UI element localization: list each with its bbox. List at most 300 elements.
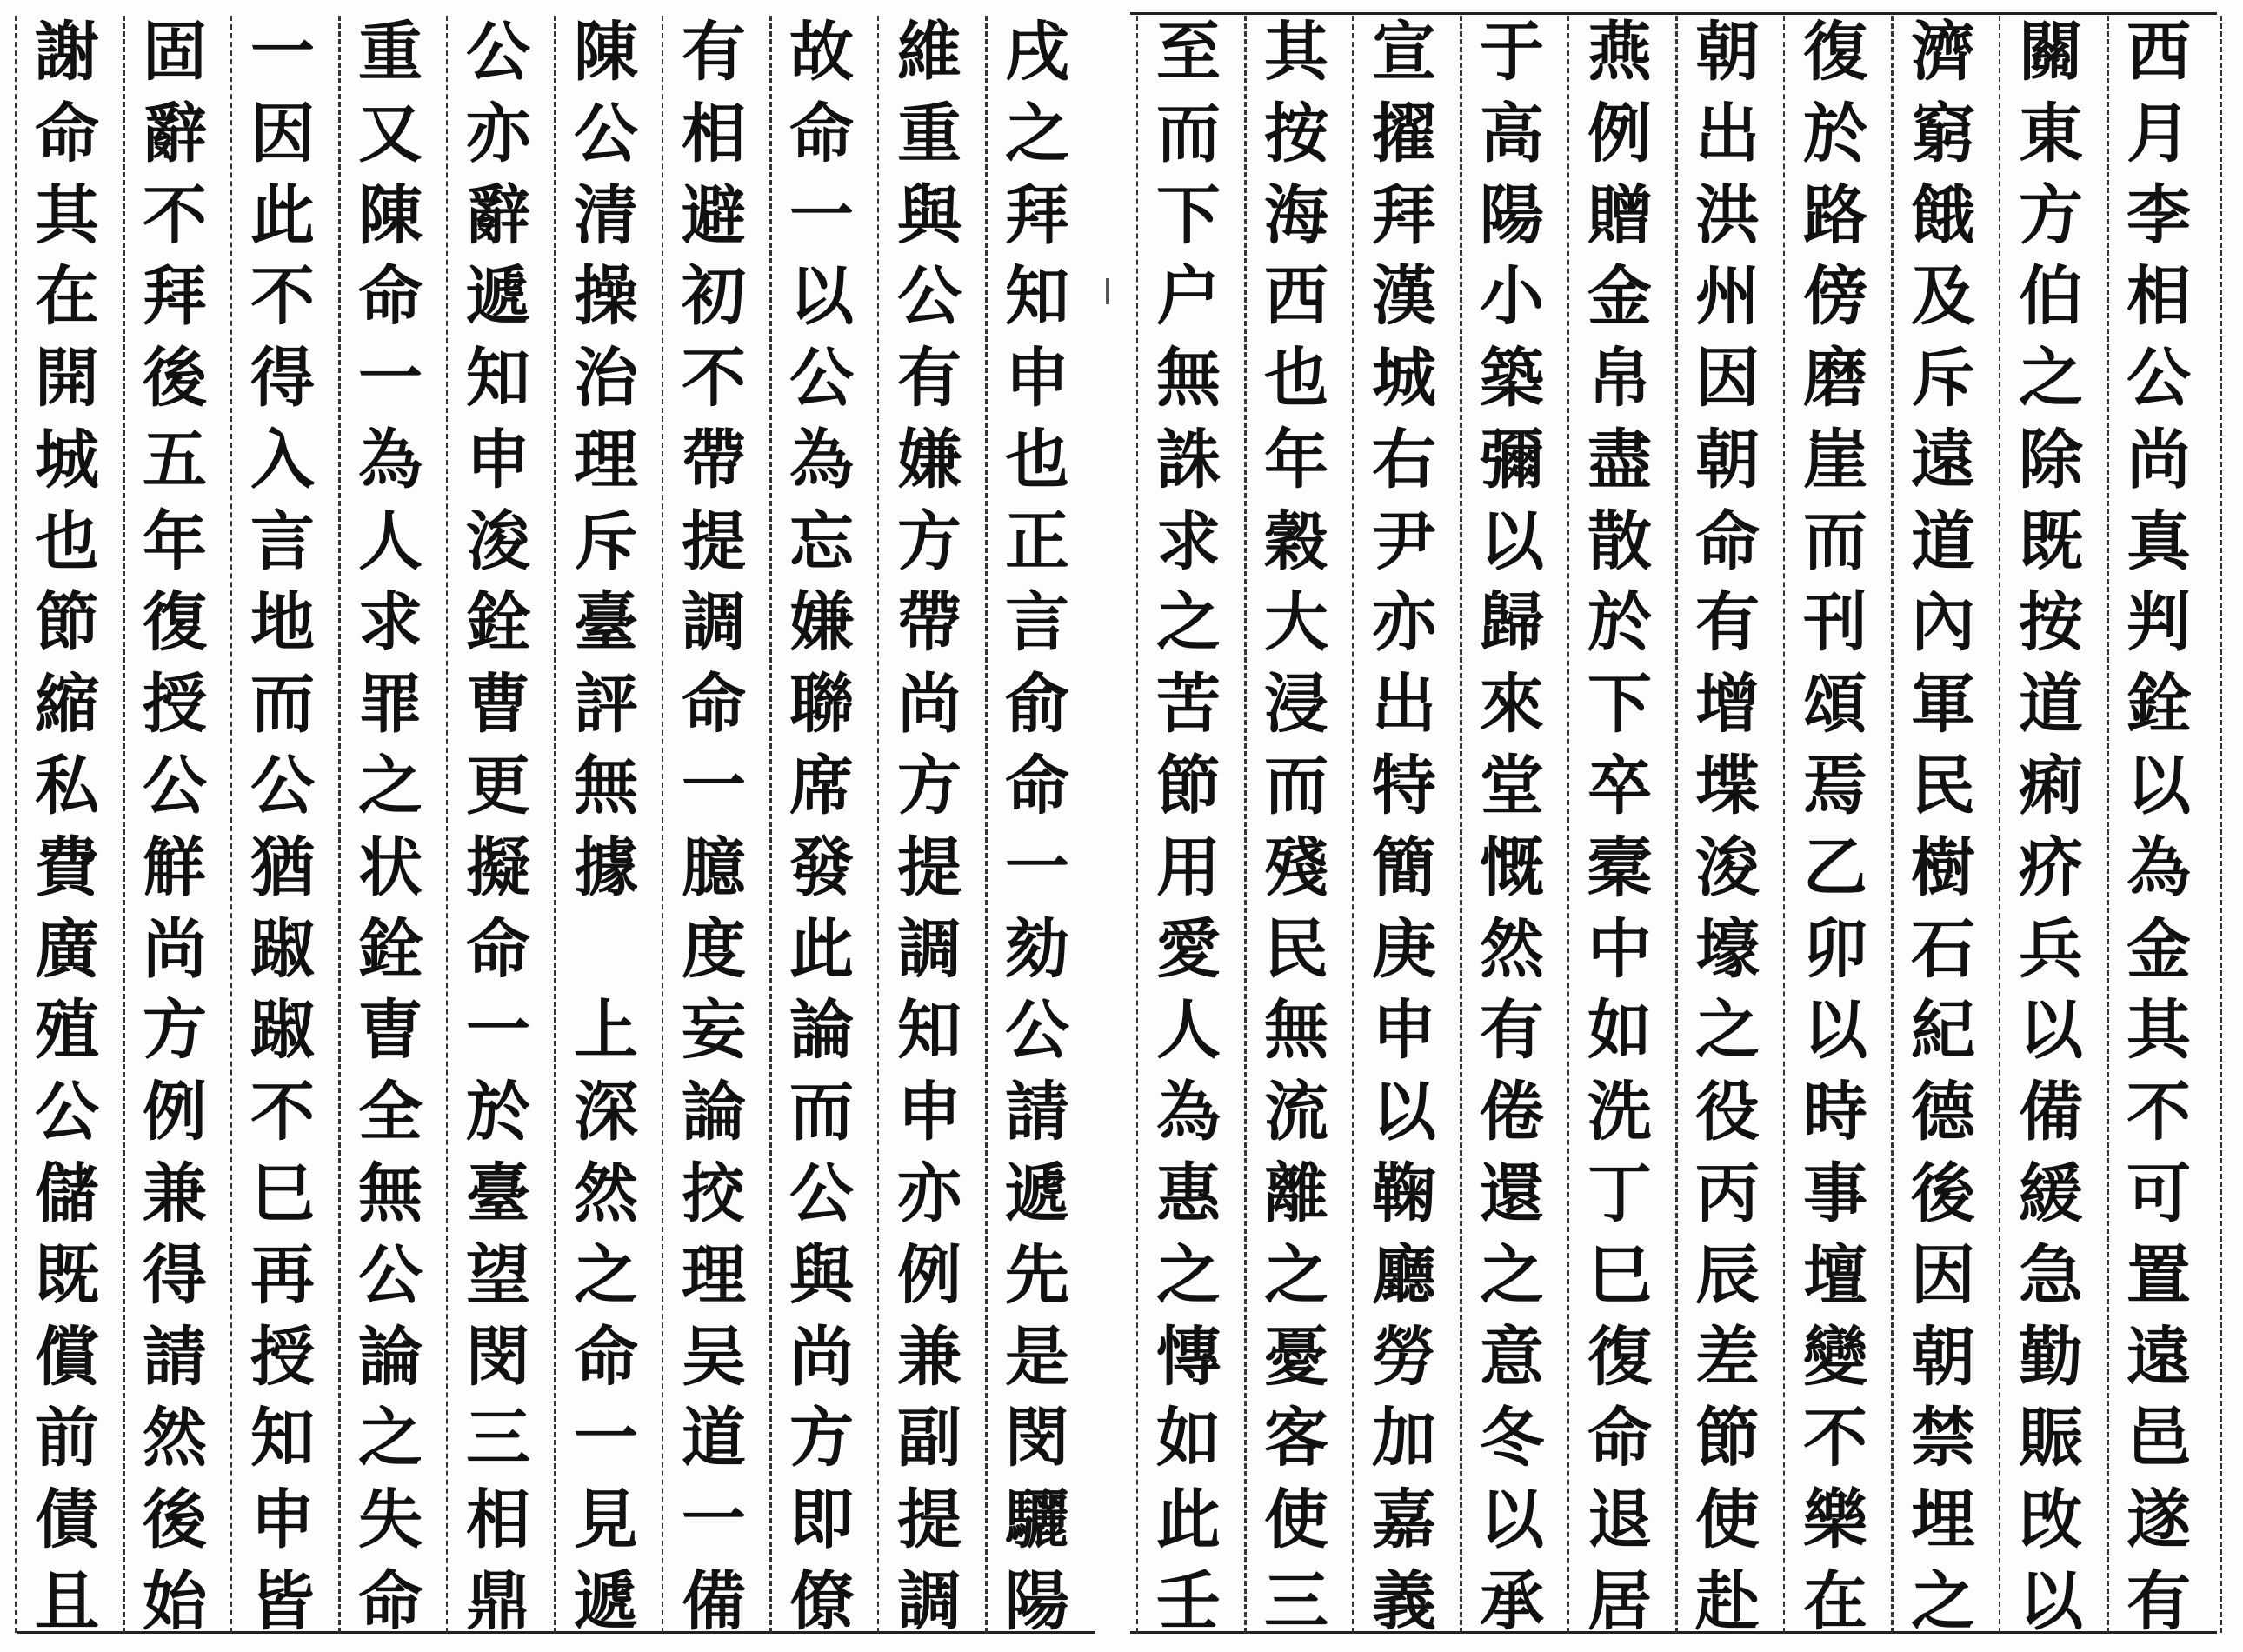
character: 義: [1372, 1563, 1436, 1639]
character: 兼: [897, 1319, 962, 1395]
character: 盡: [1587, 422, 1652, 497]
text-column-11: [990, 15, 1084, 1639]
character: 前: [35, 1401, 99, 1476]
character: 誅: [1156, 422, 1221, 497]
character: 復: [1587, 1319, 1652, 1395]
character: 謝: [35, 15, 99, 90]
character: 節: [1156, 749, 1221, 824]
character: 命: [358, 1563, 423, 1639]
character: 道: [1911, 503, 1975, 579]
character: 嫌: [897, 422, 962, 497]
character: 紀: [1911, 993, 1975, 1069]
character: 銓: [2127, 667, 2191, 743]
character: 攺: [2019, 1482, 2083, 1558]
character: 授: [250, 1319, 315, 1395]
character: 副: [897, 1401, 962, 1476]
character: 月: [2127, 96, 2191, 171]
character: 斥: [574, 503, 638, 579]
character: 出: [1372, 667, 1436, 743]
character: 軍: [1911, 667, 1975, 743]
character: 州: [1695, 259, 1760, 335]
character: 除: [2019, 422, 2083, 497]
character: 槖: [1587, 829, 1652, 905]
character: 一: [1005, 829, 1069, 905]
character: 傍: [1803, 259, 1867, 335]
character: 戌: [1005, 15, 1069, 90]
character: 一: [682, 1482, 746, 1558]
character: 勤: [2019, 1319, 2083, 1395]
character: 遂: [2127, 1482, 2191, 1558]
character: 無: [574, 749, 638, 824]
character: 宣: [1372, 15, 1436, 90]
character: 浚: [466, 503, 530, 579]
character: 銓: [358, 911, 423, 987]
text-column-6: [1573, 15, 1667, 1639]
character: 後: [1911, 1156, 1975, 1231]
character: 帶: [897, 585, 962, 661]
character: 例: [1587, 96, 1652, 171]
text-column-16: [451, 15, 545, 1639]
character: 遠: [2127, 1319, 2191, 1395]
text-column-12: [882, 15, 976, 1639]
character: 一: [466, 993, 530, 1069]
character: 之: [1911, 1563, 1975, 1639]
text-column-4: [1788, 15, 1882, 1639]
character: 之: [1156, 1237, 1221, 1313]
character: 地: [250, 585, 315, 661]
text-column-15: [559, 15, 653, 1639]
character: 窮: [1911, 96, 1975, 171]
character: 而: [1803, 503, 1867, 579]
character: 以: [2127, 749, 2191, 824]
character: 贈: [1587, 177, 1652, 253]
character: 方: [2019, 177, 2083, 253]
character: 遞: [1005, 1156, 1069, 1231]
character: 之: [358, 1401, 423, 1476]
character: 因: [1911, 1237, 1975, 1313]
character: 朝: [1695, 422, 1760, 497]
character: 于: [1480, 15, 1544, 90]
character: 而: [1156, 96, 1221, 171]
character: 判: [2127, 585, 2191, 661]
character: 西: [2127, 15, 2191, 90]
character: 嘉: [1372, 1482, 1436, 1558]
character: 之: [574, 1237, 638, 1313]
character: 可: [2127, 1156, 2191, 1231]
character: 方: [897, 503, 962, 579]
character: 操: [574, 259, 638, 335]
character: 陽: [1005, 1563, 1069, 1639]
character: 為: [358, 422, 423, 497]
character: 户: [1156, 259, 1221, 335]
character: 重: [358, 15, 423, 90]
character: 刊: [1803, 585, 1867, 661]
character: 痢: [2019, 749, 2083, 824]
character: 亦: [466, 96, 530, 171]
character: 公: [789, 341, 854, 416]
character: 以: [2019, 1563, 2083, 1639]
character: 先: [1005, 1237, 1069, 1313]
character: 散: [1587, 503, 1652, 579]
character: 來: [1480, 667, 1544, 743]
character: 償: [35, 1319, 99, 1395]
character: 之: [1695, 993, 1760, 1069]
character: 而: [789, 1075, 854, 1150]
character: 有: [2127, 1563, 2191, 1639]
character: 度: [682, 911, 746, 987]
character: 道: [2019, 667, 2083, 743]
character: 帶: [682, 422, 746, 497]
character: 李: [2127, 177, 2191, 253]
character: 復: [143, 585, 207, 661]
column-separator: [877, 16, 879, 1633]
character: 相: [2127, 259, 2191, 335]
character: 又: [358, 96, 423, 171]
character: 關: [2019, 15, 2083, 90]
character: 命: [35, 96, 99, 171]
character: 備: [682, 1563, 746, 1639]
character: 出: [1695, 96, 1760, 171]
character: 愛: [1156, 911, 1221, 987]
character: 急: [2019, 1237, 2083, 1313]
character: 增: [1695, 667, 1760, 743]
character: 勞: [1372, 1319, 1436, 1395]
character: 儲: [35, 1156, 99, 1231]
character: 命: [789, 96, 854, 171]
character: 一: [682, 749, 746, 824]
character: 公: [789, 1156, 854, 1231]
text-column-10: [1141, 15, 1235, 1639]
character: 堞: [1695, 749, 1760, 824]
character: 慱: [1156, 1319, 1221, 1395]
character: 命: [358, 259, 423, 335]
character: 其: [1264, 15, 1328, 90]
character: 承: [1480, 1563, 1544, 1639]
character: 頌: [1803, 667, 1867, 743]
character: 亦: [897, 1156, 962, 1231]
character: 伯: [2019, 259, 2083, 335]
character: 銓: [466, 585, 530, 661]
character: 觧: [143, 829, 207, 905]
character: 既: [2019, 503, 2083, 579]
character: 公: [1005, 993, 1069, 1069]
character: 曹: [466, 667, 530, 743]
character: 道: [682, 1401, 746, 1476]
character: 命: [466, 911, 530, 987]
character: 且: [35, 1563, 99, 1639]
character: 公: [250, 749, 315, 824]
character: 公: [466, 15, 530, 90]
character: 東: [2019, 96, 2083, 171]
column-separator: [1891, 16, 1894, 1633]
column-separator: [662, 16, 663, 1633]
character: 禁: [1911, 1401, 1975, 1476]
character: 避: [682, 177, 746, 253]
character: 在: [1803, 1563, 1867, 1639]
column-separator: [1136, 16, 1138, 1633]
character: 閔: [1005, 1401, 1069, 1476]
character: 調: [897, 1563, 962, 1639]
character: 丁: [1587, 1156, 1652, 1231]
character: 初: [682, 259, 746, 335]
character: 求: [1156, 503, 1221, 579]
character: 重: [897, 96, 962, 171]
character: 壬: [1156, 1563, 1221, 1639]
character: 遞: [574, 1563, 638, 1639]
character: 深: [574, 1075, 638, 1150]
character: 以: [1372, 1075, 1436, 1150]
character: 卒: [1587, 749, 1652, 824]
character: 浸: [1264, 667, 1328, 743]
character: 慨: [1480, 829, 1544, 905]
character: 既: [35, 1237, 99, 1313]
character: 緩: [2019, 1156, 2083, 1231]
column-separator: [230, 16, 232, 1633]
character: 求: [358, 585, 423, 661]
text-column-9: [1249, 15, 1343, 1639]
character: 維: [897, 15, 962, 90]
character: 公: [2127, 341, 2191, 416]
character: 不: [682, 341, 746, 416]
character: 巳: [250, 1156, 315, 1231]
character: 海: [1264, 177, 1328, 253]
character: 理: [682, 1237, 746, 1313]
character: 浚: [1695, 829, 1760, 905]
column-separator: [1352, 16, 1354, 1633]
character: 金: [2127, 911, 2191, 987]
character: 忘: [789, 503, 854, 579]
character: 築: [1480, 341, 1544, 416]
character: 拜: [1372, 177, 1436, 253]
character: 及: [1911, 259, 1975, 335]
character: 論: [682, 1075, 746, 1150]
character: 賑: [2019, 1401, 2083, 1476]
character: 申: [1372, 993, 1436, 1069]
character: 節: [35, 585, 99, 661]
character: 三: [1264, 1563, 1328, 1639]
character: 朝: [1695, 15, 1760, 90]
column-separator: [15, 16, 17, 1633]
character: 真: [2127, 503, 2191, 579]
character: 年: [143, 503, 207, 579]
character: 殖: [35, 993, 99, 1069]
character: 有: [897, 341, 962, 416]
character: 不: [2127, 1075, 2191, 1150]
character: 時: [1803, 1075, 1867, 1150]
character: 論: [358, 1319, 423, 1395]
character: 不: [143, 177, 207, 253]
character: 踧: [250, 993, 315, 1069]
character: 一: [250, 15, 315, 90]
character: 授: [143, 667, 207, 743]
character: 尚: [789, 1319, 854, 1395]
character: 申: [897, 1075, 962, 1150]
character: 為: [2127, 829, 2191, 905]
character: 不: [250, 1075, 315, 1150]
text-column-17: [343, 15, 437, 1639]
character: 壕: [1695, 911, 1760, 987]
column-separator: [769, 16, 772, 1633]
column-separator: [338, 16, 341, 1633]
character: 斥: [1911, 341, 1975, 416]
character: 也: [1005, 422, 1069, 497]
character: 濟: [1911, 15, 1975, 90]
character: 民: [1911, 749, 1975, 824]
character: 因: [1695, 341, 1760, 416]
character: 與: [789, 1237, 854, 1313]
character: 例: [897, 1237, 962, 1313]
character: 拜: [1005, 177, 1069, 253]
character: 復: [1803, 15, 1867, 90]
character: 然: [143, 1401, 207, 1476]
character: 差: [1695, 1319, 1760, 1395]
character: 皆: [250, 1563, 315, 1639]
character: 陳: [358, 177, 423, 253]
character: 埋: [1911, 1482, 1975, 1558]
text-column-20: [20, 15, 114, 1639]
character: 申: [250, 1482, 315, 1558]
character: 然: [574, 1156, 638, 1231]
character: 役: [1695, 1075, 1760, 1150]
character: 擢: [1372, 96, 1436, 171]
character: 状: [358, 829, 423, 905]
character: 公: [143, 749, 207, 824]
text-column-5: [1681, 15, 1774, 1639]
character: 廳: [1372, 1237, 1436, 1313]
character: 僚: [789, 1563, 854, 1639]
character: 廣: [35, 911, 99, 987]
character: 有: [1480, 993, 1544, 1069]
character: 卯: [1803, 911, 1867, 987]
character: 正: [1005, 503, 1069, 579]
character: 劾: [1005, 911, 1069, 987]
character: 私: [35, 749, 99, 824]
character: 知: [250, 1401, 315, 1476]
character: 樂: [1803, 1482, 1867, 1558]
character: 路: [1803, 177, 1867, 253]
character: 有: [682, 15, 746, 90]
character: 此: [250, 177, 315, 253]
column-separator: [1783, 16, 1785, 1633]
character: 還: [1480, 1156, 1544, 1231]
character: 申: [466, 422, 530, 497]
text-column-19: [128, 15, 222, 1639]
character: 崖: [1803, 422, 1867, 497]
character: 歸: [1480, 585, 1544, 661]
character: 兼: [143, 1156, 207, 1231]
text-column-13: [775, 15, 869, 1639]
character: 相: [682, 96, 746, 171]
character: 金: [1587, 259, 1652, 335]
character: 曺: [358, 993, 423, 1069]
character: 言: [1005, 585, 1069, 661]
column-separator: [554, 16, 556, 1633]
character: 閔: [466, 1319, 530, 1395]
character: 罪: [358, 667, 423, 743]
character: 據: [574, 829, 638, 905]
character: 調: [682, 585, 746, 661]
character: 憂: [1264, 1319, 1328, 1395]
column-separator: [2107, 16, 2109, 1633]
character: 內: [1911, 585, 1975, 661]
column-separator: [1675, 16, 1678, 1633]
character: 倦: [1480, 1075, 1544, 1150]
character: 提: [682, 503, 746, 579]
character: 即: [789, 1482, 854, 1558]
character: 是: [1005, 1319, 1069, 1395]
character: 費: [35, 829, 99, 905]
character: 尹: [1372, 503, 1436, 579]
character: 望: [466, 1237, 530, 1313]
character: 公: [358, 1237, 423, 1313]
character: 漢: [1372, 259, 1436, 335]
character: 至: [1156, 15, 1221, 90]
character: 帛: [1587, 341, 1652, 416]
character: 命: [1005, 749, 1069, 824]
column-separator: [2220, 16, 2222, 1633]
character: 後: [143, 341, 207, 416]
character: 公: [897, 259, 962, 335]
character: 以: [1803, 993, 1867, 1069]
character: 離: [1264, 1156, 1328, 1231]
character: 陳: [574, 15, 638, 90]
character: 俞: [1005, 667, 1069, 743]
character: 人: [358, 503, 423, 579]
character: 開: [35, 341, 99, 416]
character: 按: [1264, 96, 1328, 171]
character: 朝: [1911, 1319, 1975, 1395]
character: 壇: [1803, 1237, 1867, 1313]
character: [562, 916, 649, 983]
character: 彌: [1480, 422, 1544, 497]
character: 加: [1372, 1401, 1436, 1476]
character: 以: [789, 259, 854, 335]
character: 妄: [682, 993, 746, 1069]
character: 為: [1156, 1075, 1221, 1150]
character: 下: [1156, 177, 1221, 253]
character: 也: [1264, 341, 1328, 416]
character: 相: [466, 1482, 530, 1558]
column-separator: [1999, 16, 2000, 1633]
text-column-1: [2112, 15, 2206, 1639]
character: 尚: [143, 911, 207, 987]
character: 踧: [250, 911, 315, 987]
character: 丙: [1695, 1156, 1760, 1231]
character: 辭: [143, 96, 207, 171]
character: 臺: [574, 585, 638, 661]
character: 知: [466, 341, 530, 416]
character: 事: [1803, 1156, 1867, 1231]
character: 命: [574, 1319, 638, 1395]
character: 理: [574, 422, 638, 497]
character: 固: [143, 15, 207, 90]
character: 請: [143, 1319, 207, 1395]
character: 臆: [682, 829, 746, 905]
character: 有: [1695, 585, 1760, 661]
character: 人: [1156, 993, 1221, 1069]
character: 下: [1587, 667, 1652, 743]
character: 穀: [1264, 503, 1328, 579]
character: 論: [789, 993, 854, 1069]
character: 而: [1264, 749, 1328, 824]
character: 無: [1264, 993, 1328, 1069]
character: 請: [1005, 1075, 1069, 1150]
column-separator: [985, 16, 988, 1633]
character: 惠: [1156, 1156, 1221, 1231]
character: 置: [2127, 1237, 2191, 1313]
text-column-7: [1465, 15, 1559, 1639]
character: 之: [1156, 585, 1221, 661]
